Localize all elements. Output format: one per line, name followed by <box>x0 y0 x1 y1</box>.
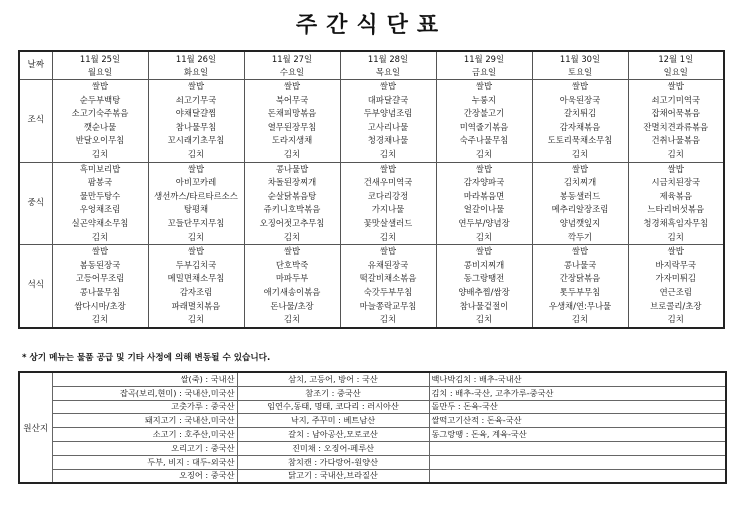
origin-entry: 임연수,동태, 명태, 코다리 : 러시아산 <box>237 400 429 414</box>
menu-cell <box>244 162 340 245</box>
menu-cell <box>52 245 148 328</box>
origin-entry: 돌만두 : 돈육-국산 <box>429 400 726 414</box>
origin-entry: 삼치, 고등어, 방어 : 국산 <box>237 372 429 386</box>
menu-cell <box>52 80 148 163</box>
menu-item: 콩나물밥 <box>275 163 309 174</box>
menu-item: 쌀밥 <box>475 163 493 174</box>
origin-row <box>19 400 726 414</box>
origin-row <box>19 414 726 428</box>
day-date: 11월 25일 <box>79 53 121 64</box>
menu-item: 봄동된장국 <box>79 259 121 270</box>
origin-entry: 소고기 : 호주산,미국산 <box>52 428 237 442</box>
menu-item: 흑미보리밥 <box>79 163 121 174</box>
menu-item: 제육볶음 <box>659 190 692 201</box>
meal-row <box>19 245 724 328</box>
menu-item: 참나물겉절이 <box>459 300 509 311</box>
menu-item: 고사리나물 <box>367 121 409 132</box>
menu-cell <box>148 80 244 163</box>
menu-item: 마늘쫑락교무침 <box>359 300 417 311</box>
menu-item: 쌀밥 <box>667 163 684 174</box>
menu-item: 파래멸치볶음 <box>171 300 221 311</box>
page-title: 주간식단표 <box>295 13 448 38</box>
menu-item: 김치 <box>91 314 109 325</box>
menu-item: 김치 <box>379 314 397 325</box>
menu-cell <box>148 162 244 245</box>
origin-entry: 오징어 : 중국산 <box>52 469 237 483</box>
menu-item: 김치 <box>667 314 684 325</box>
menu-item: 김치 <box>379 148 397 159</box>
menu-item: 동그랑땡전 <box>463 273 505 284</box>
menu-item: 반달오이무침 <box>75 135 125 146</box>
menu-item: 김치 <box>571 314 589 325</box>
menu-item: 잡채어묵볶음 <box>651 108 701 119</box>
menu-item: 감자조림 <box>179 286 213 297</box>
menu-item: 브로콜리/초장 <box>650 300 702 311</box>
menu-item: 쌀밥 <box>187 246 205 257</box>
day-header <box>148 51 244 80</box>
menu-item: 건취나물볶음 <box>651 135 701 146</box>
origin-entry: 참치캔 : 가다랑어-원양산 <box>237 455 429 469</box>
menu-item: 쥬키니호박볶음 <box>263 204 321 215</box>
day-header <box>340 51 436 80</box>
origin-entry: 백나박김치 : 배추-국내산 <box>429 372 726 386</box>
menu-item: 미역줄기볶음 <box>459 121 509 132</box>
origin-entry <box>429 469 726 483</box>
day-header <box>244 51 340 80</box>
origin-entry: 오리고기 : 중국산 <box>52 441 237 455</box>
origin-entry: 낙지, 주꾸미 : 베트남산 <box>237 414 429 428</box>
menu-item: 대파달걀국 <box>367 94 409 105</box>
menu-item: 두부김치국 <box>175 259 217 270</box>
menu-item: 콩나물국 <box>563 259 597 270</box>
origin-entry: 돼지고기 : 국내산,미국산 <box>52 414 237 428</box>
menu-item: 꼬시래기초무침 <box>167 135 225 146</box>
day-header <box>628 51 724 80</box>
menu-item: 단호박죽 <box>275 259 309 270</box>
origin-table <box>18 371 727 484</box>
origin-entry: 동그랑땡 : 돈육, 계육-국산 <box>429 428 726 442</box>
meal-label: 중식 <box>19 162 52 245</box>
menu-item: 깻순나물 <box>83 121 117 132</box>
menu-item: 쌀밥 <box>571 163 589 174</box>
origin-entry <box>429 455 726 469</box>
origin-row <box>19 386 726 400</box>
menu-item: 꽃맛살샐러드 <box>363 217 413 228</box>
menu-cell <box>340 80 436 163</box>
menu-item: 김치 <box>187 231 205 242</box>
menu-cell <box>340 162 436 245</box>
menu-item: 두부양념조림 <box>363 108 413 119</box>
menu-item: 떡갈비채소볶음 <box>359 273 417 284</box>
menu-item: 도라지생채 <box>271 135 313 146</box>
menu-item: 생선까스/타르타르소스 <box>154 190 238 201</box>
menu-item: 청경채나물 <box>367 135 409 146</box>
day-date: 11월 29일 <box>463 53 505 64</box>
menu-item: 김치찌개 <box>563 177 597 188</box>
menu-cell <box>532 162 628 245</box>
origin-row <box>19 441 726 455</box>
menu-item: 얼갈이나물 <box>463 204 505 215</box>
origin-entry: 참조기 : 중국산 <box>237 386 429 400</box>
menu-cell <box>244 245 340 328</box>
menu-item: 김치 <box>475 314 493 325</box>
menu-item: 쌀밥 <box>379 246 397 257</box>
menu-cell <box>436 245 532 328</box>
menu-item: 쌀밥 <box>379 163 397 174</box>
weekly-menu-table <box>18 50 725 329</box>
day-header <box>532 51 628 80</box>
origin-row <box>19 455 726 469</box>
menu-item: 김치 <box>91 231 109 242</box>
menu-item: 양념깻잎지 <box>559 217 601 228</box>
menu-item: 김치 <box>571 148 589 159</box>
menu-item: 연두부/양념장 <box>458 217 510 228</box>
menu-item: 김치 <box>475 231 493 242</box>
menu-item: 애기새송이볶음 <box>263 286 321 297</box>
origin-entry: 고춧가루 : 중국산 <box>52 400 237 414</box>
menu-cell <box>436 80 532 163</box>
origin-entry: 진미채 : 오징어-페루산 <box>237 441 429 455</box>
day-weekday: 수요일 <box>279 66 305 77</box>
menu-item: 코다리강정 <box>367 190 409 201</box>
menu-cell <box>52 162 148 245</box>
menu-item: 쌀밥 <box>187 81 205 91</box>
day-weekday: 일요일 <box>663 66 688 77</box>
origin-row <box>19 428 726 442</box>
menu-item: 잔멸치견과류볶음 <box>643 121 709 132</box>
menu-item: 양배추찜/쌈장 <box>458 286 510 297</box>
menu-item: 간장닭볶음 <box>559 273 601 284</box>
day-weekday: 목요일 <box>375 66 401 77</box>
date-corner-label: 날짜 <box>19 51 52 80</box>
menu-item: 쌈다시마/초장 <box>74 300 126 311</box>
menu-item: 쌀밥 <box>571 246 589 257</box>
menu-item: 도토리묵채소무침 <box>547 135 613 146</box>
menu-item: 시금치된장국 <box>651 177 701 188</box>
day-date: 11월 27일 <box>271 53 313 64</box>
menu-item: 탕평채 <box>183 204 209 215</box>
menu-item: 쌀밥 <box>571 81 589 91</box>
menu-item: 바지락무국 <box>655 259 696 270</box>
menu-item: 돈채피망볶음 <box>267 108 317 119</box>
menu-item: 아욱된장국 <box>559 94 601 105</box>
menu-item: 김치 <box>667 148 684 159</box>
meal-row <box>19 80 724 163</box>
menu-item: 쌀밥 <box>91 81 109 91</box>
day-date: 11월 28일 <box>367 53 409 64</box>
origin-entry: 닭고기 : 국내산,브라질산 <box>237 469 429 483</box>
menu-item: 고등어무조림 <box>75 273 125 284</box>
day-header <box>52 51 148 80</box>
meal-row <box>19 162 724 245</box>
menu-cell <box>148 245 244 328</box>
menu-item: 숙주나물무침 <box>459 135 509 146</box>
menu-item: 돈나물/초장 <box>270 300 314 311</box>
menu-cell <box>532 80 628 163</box>
origin-row <box>19 372 726 386</box>
origin-entry: 쌀(죽) : 국내산 <box>52 372 237 386</box>
menu-item: 김치 <box>475 148 493 159</box>
menu-item: 실곤약채소무침 <box>71 217 129 228</box>
menu-change-notice: * 상기 메뉴는 물품 공급 및 기타 사정에 의해 변동될 수 있습니다. <box>22 353 271 363</box>
day-date: 11월 30일 <box>559 53 601 64</box>
menu-item: 누룽지 <box>471 94 497 105</box>
menu-item: 연근조림 <box>659 286 692 297</box>
menu-item: 쌀밥 <box>475 246 493 257</box>
origin-label: 원산지 <box>19 372 52 483</box>
menu-item: 메밀면채소무침 <box>167 273 225 284</box>
menu-item: 김치 <box>187 314 205 325</box>
menu-item: 열무된장무침 <box>267 121 317 132</box>
menu-item: 콩비지찌개 <box>463 259 505 270</box>
day-weekday: 월요일 <box>87 66 113 77</box>
menu-cell <box>436 162 532 245</box>
menu-item: 쌀밥 <box>475 81 493 91</box>
menu-item: 마파두부 <box>275 273 309 284</box>
menu-item: 숙갓두부무침 <box>363 286 413 297</box>
day-date: 11월 26일 <box>175 53 217 64</box>
day-weekday: 화요일 <box>183 66 209 77</box>
menu-item: 순살닭볶음탕 <box>267 190 317 201</box>
menu-item: 쌀밥 <box>187 163 205 174</box>
menu-cell <box>628 245 724 328</box>
menu-item: 김치 <box>667 231 684 242</box>
menu-item: 김치 <box>283 148 301 159</box>
menu-cell <box>532 245 628 328</box>
menu-item: 청경채흑임자무침 <box>643 217 709 228</box>
menu-cell <box>628 162 724 245</box>
menu-item: 김치 <box>91 148 109 159</box>
menu-item: 쌀밥 <box>283 81 301 91</box>
menu-item: 쌀밥 <box>667 81 684 91</box>
menu-item: 톳두부무침 <box>559 286 601 297</box>
menu-item: 메추리알장조림 <box>551 204 609 215</box>
menu-item: 쇠고기미역국 <box>651 94 701 105</box>
day-weekday: 금요일 <box>471 66 497 77</box>
origin-entry: 갈치 : 남아공산,모로코산 <box>237 428 429 442</box>
menu-item: 쌀밥 <box>91 246 109 257</box>
menu-item: 쌀밥 <box>379 81 397 91</box>
menu-item: 느타리버섯볶음 <box>647 204 705 215</box>
menu-item: 마라볶음면 <box>463 190 505 201</box>
origin-entry: 김치 : 배추-국산, 고추가루-중국산 <box>429 386 726 400</box>
menu-cell <box>244 80 340 163</box>
day-date: 12월 1일 <box>658 53 694 64</box>
menu-item: 아비꼬카레 <box>175 177 217 188</box>
menu-item: 소고기숙주볶음 <box>71 108 129 119</box>
menu-item: 감자채볶음 <box>559 121 601 132</box>
menu-item: 우생채/연:무나물 <box>548 300 612 311</box>
meal-label: 석식 <box>19 245 52 328</box>
menu-item: 쇠고기무국 <box>175 94 217 105</box>
menu-item: 김치 <box>379 231 397 242</box>
menu-item: 갈치튀김 <box>563 108 597 119</box>
origin-entry: 두부, 비지 : 대두-외국산 <box>52 455 237 469</box>
menu-item: 쌀밥 <box>283 246 301 257</box>
origin-entry: 쌀떡고기산적 : 돈육-국산 <box>429 414 726 428</box>
menu-item: 꼬들단무지무침 <box>167 217 225 228</box>
menu-item: 우엉채조림 <box>79 204 121 215</box>
menu-item: 순두부백탕 <box>79 94 121 105</box>
menu-item: 팜봉국 <box>87 177 113 188</box>
menu-item: 간장불고기 <box>463 108 505 119</box>
date-header-row <box>19 51 724 80</box>
menu-item: 물만두탕수 <box>79 190 121 201</box>
menu-item: 콩나물무침 <box>79 286 121 297</box>
menu-item: 깍두기 <box>567 231 593 242</box>
menu-item: 김치 <box>283 314 301 325</box>
menu-item: 참나물무침 <box>175 121 217 132</box>
day-header <box>436 51 532 80</box>
menu-item: 야채달걀찜 <box>175 108 217 119</box>
menu-item: 건새우미역국 <box>363 177 413 188</box>
origin-row <box>19 469 726 483</box>
menu-item: 가자미튀김 <box>655 273 696 284</box>
menu-item: 가지나물 <box>371 204 405 215</box>
menu-cell <box>340 245 436 328</box>
menu-cell <box>628 80 724 163</box>
menu-item: 유채된장국 <box>367 259 409 270</box>
menu-item: 감자양파국 <box>463 177 505 188</box>
menu-item: 차돌된장찌개 <box>267 177 317 188</box>
meal-label: 조식 <box>19 80 52 163</box>
menu-item: 김치 <box>187 148 205 159</box>
day-weekday: 토요일 <box>567 66 593 77</box>
origin-entry: 잡곡(보리,현미) : 국내산,미국산 <box>52 386 237 400</box>
menu-item: 봉동샐러드 <box>559 190 601 201</box>
menu-item: 쌀밥 <box>667 246 684 257</box>
menu-item: 북어무국 <box>275 94 309 105</box>
menu-item: 김치 <box>283 231 301 242</box>
origin-entry <box>429 441 726 455</box>
menu-item: 오징어젓고추무침 <box>259 217 325 228</box>
